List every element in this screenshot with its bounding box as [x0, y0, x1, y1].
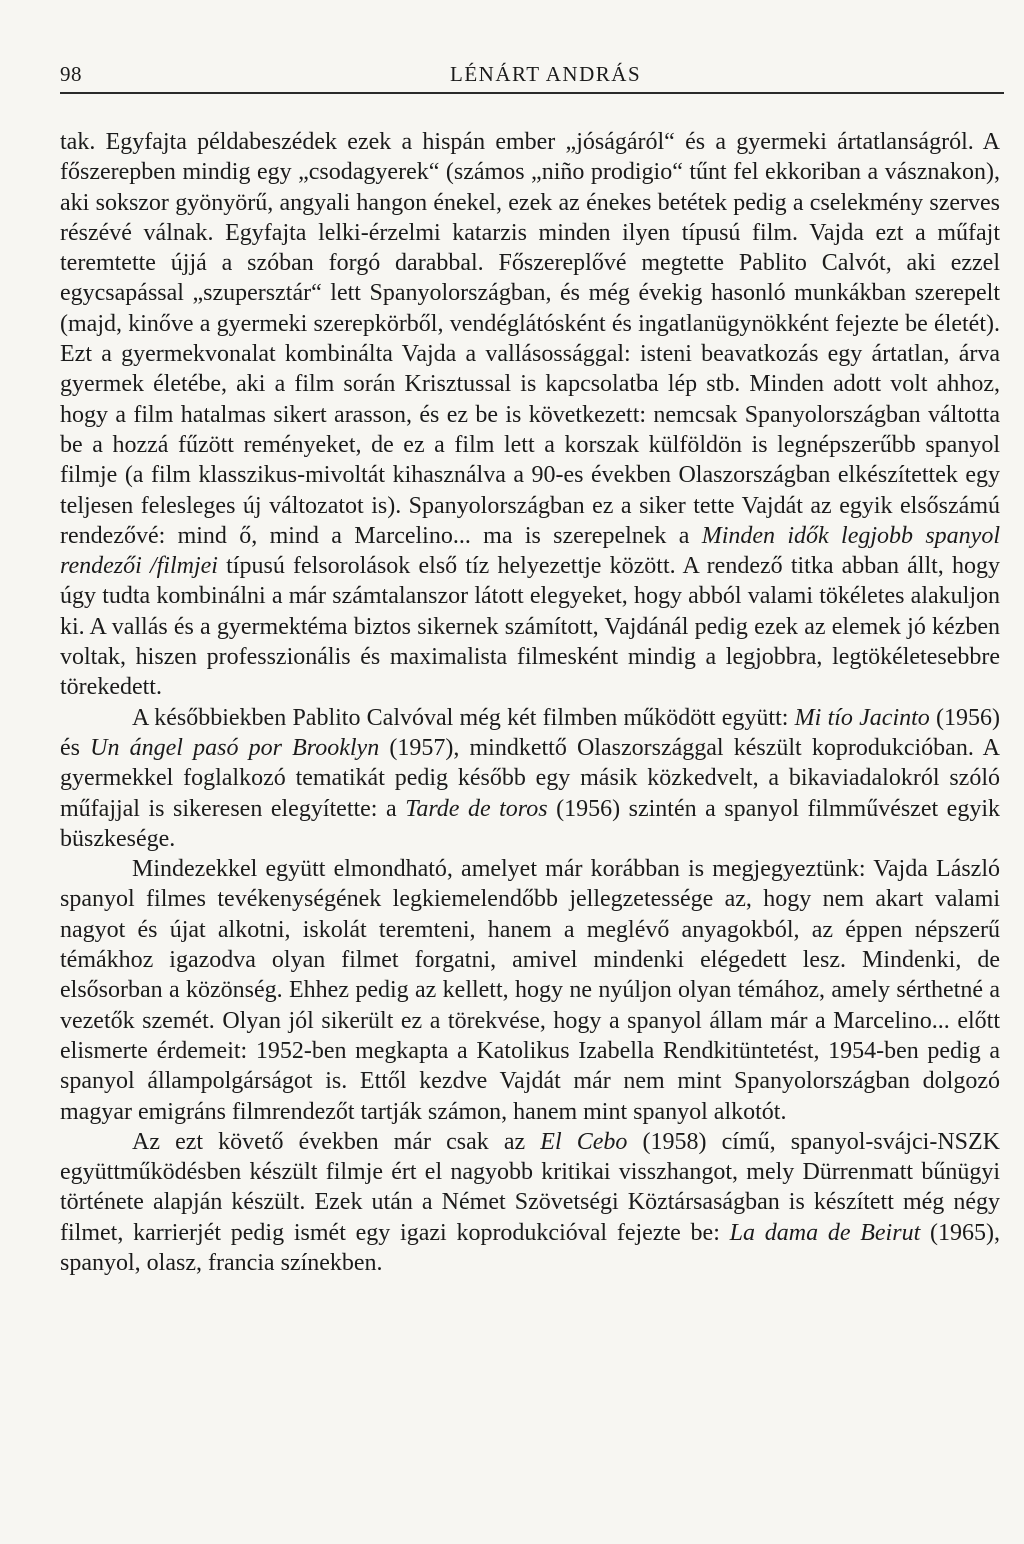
- paragraph-1-text-a: tak. Egyfajta példabeszédek ezek a hispán ember „jóságáról“ és a gyermeki ártatlanságról. A főszerepben mindig egy „csodagyerek“ (számos „niño prodigio“ tűnt fel ekkoriban a vásznakon), aki sokszor gyönyörű, angyali hangon énekel, ezek az énekes betétek pedig a cselekmény szerves részévé válnak. Egyfajta lelki-érzelmi katarzis minden ilyen típusú film. Vajda ezt a műfajt teremtette újjá a szóban forgó darabbal. Főszereplővé megtette Pablito Calvót, aki ezzel egycsapással „szupersztár“ lett Spanyolországban, és még évekig hasonló munkákban szerepelt (majd, kinőve a gyermeki szerepkörből, vendéglátósként és ingatlanügynökként fejezte be életét). Ezt a gyermekvonalat kombinálta Vajda a vallásossággal: isteni beavatkozás egy ártatlan, árva gyermek életébe, aki a film során Krisztussal is kapcsolatba lép stb. Minden adott volt ahhoz, hogy a film hatalmas sikert arasson, és ez be is következett: nemcsak Spanyolországban váltotta be a hozzá fűzött reményeket, de ez a film lett a korszak külföldön is legnépszerűbb spanyol filmje (a film klasszikus-mivoltát kihasználva a 90-es években Olaszországban elkészítettek egy teljesen felesleges új változatot is). Spanyolországban ez a siker tette Vajdát az egyik elsőszámú rendezővé: mind ő, mind a Marcelino... ma is szerepelnek a: [60, 129, 1000, 549]
- italic-title-un-angel: Un ángel pasó por Brooklyn: [90, 734, 380, 761]
- italic-title-mi-tio-jacinto: Mi tío Jacinto: [794, 704, 930, 731]
- italic-title-tarde-de-toros: Tarde de toros: [405, 795, 548, 822]
- page-number: 98: [60, 62, 82, 86]
- paragraph-2-text-d: (1956) szintén a spanyol filmművészet egyik büszkesége.: [60, 795, 1001, 852]
- running-head-author: LÉNÁRT ANDRÁS: [450, 62, 642, 86]
- paragraph-2-text-b: (1956) és: [60, 704, 1000, 761]
- paragraph-2-text-c: (1957), mindkettő Olaszországgal készült koprodukcióban. A gyermekkel foglalkozó tematikát pedig később egy másik közkedvelt, a bikaviadalokról szóló műfajjal is sikeresen elegyítette: a: [60, 734, 1000, 822]
- italic-title-el-cebo: El Cebo: [540, 1128, 628, 1155]
- paragraph-3-text: Mindezekkel együtt elmondható, amelyet már korábban is megjegyeztünk: Vajda László spanyol filmes tevékenységének legkiemelendőbb jellegzetessége az, hogy nem akart valami nagyot és újat alkotni, iskolát teremteni, hanem a meglévő anyagokból, az éppen népszerű témákhoz igazodva olyan filmet forgatni, amivel mindenki elégedett lesz. Mindenki, de elsősorban a közönség. Ehhez pedig az kellett, hogy ne nyúljon olyan témához, amely sérthetné a vezetők szemét. Olyan jól sikerült ez a törekvése, hogy a spanyol állam már a Marcelino... előtt elismerte érdemeit: 1952-ben megkapta a Katolikus Izabella Rendkitüntetést, 1954-ben pedig a spanyol állampolgárságot is. Ettől kezdve Vajdát már nem mint Spanyolországban dolgozó magyar emigráns filmrendezőt tartják számon, hanem mint spanyol alkotót.: [60, 856, 1000, 1125]
- paragraph-4-text-b: (1958) című, spanyol-svájci-NSZK együttműködésben készült filmje ért el nagyobb kritikai visszhangot, mely Dürrenmatt bűnügyi története alapján készült. Ezek után a Német Szövetségi Köztársaságban is készített még négy filmet, karrierjét pedig ismét egy igazi koprodukcióval fejezte be:: [60, 1128, 1000, 1246]
- italic-title-la-dama-de-beirut: La dama de Beirut: [729, 1219, 921, 1246]
- paragraph-2: [60, 703, 1000, 854]
- paragraph-3: [60, 854, 1000, 1127]
- paragraph-1: [60, 127, 1000, 703]
- paragraph-4-text-c: (1965), spanyol, olasz, francia színekben.: [60, 1219, 1000, 1276]
- paragraph-1-text-b: típusú felsorolások első tíz helyezettje között. A rendező titka abban állt, hogy úgy tudta kombinálni a már számtalanszor látott elegyeket, hogy abból valami tökéletes alakuljon ki. A vallás és a gyermektéma biztos sikernek számított, Vajdánál pedig ezek az elemek jó kézben voltak, hiszen professzionális és maximalista filmesként mindig a legjobbra, legtökéletesebbre törekedett.: [60, 553, 1000, 701]
- paragraph-4: [60, 1127, 1000, 1278]
- italic-title-minden-idok: Minden idők legjobb spanyol rendezői /filmjei: [60, 522, 1000, 580]
- paragraph-4-text-a: Az ezt követő években már csak az: [132, 1128, 541, 1155]
- body-text: [60, 127, 1000, 1278]
- running-head: [60, 58, 1004, 94]
- paragraph-2-text-a: A későbbiekben Pablito Calvóval még két filmben működött együtt:: [132, 704, 795, 731]
